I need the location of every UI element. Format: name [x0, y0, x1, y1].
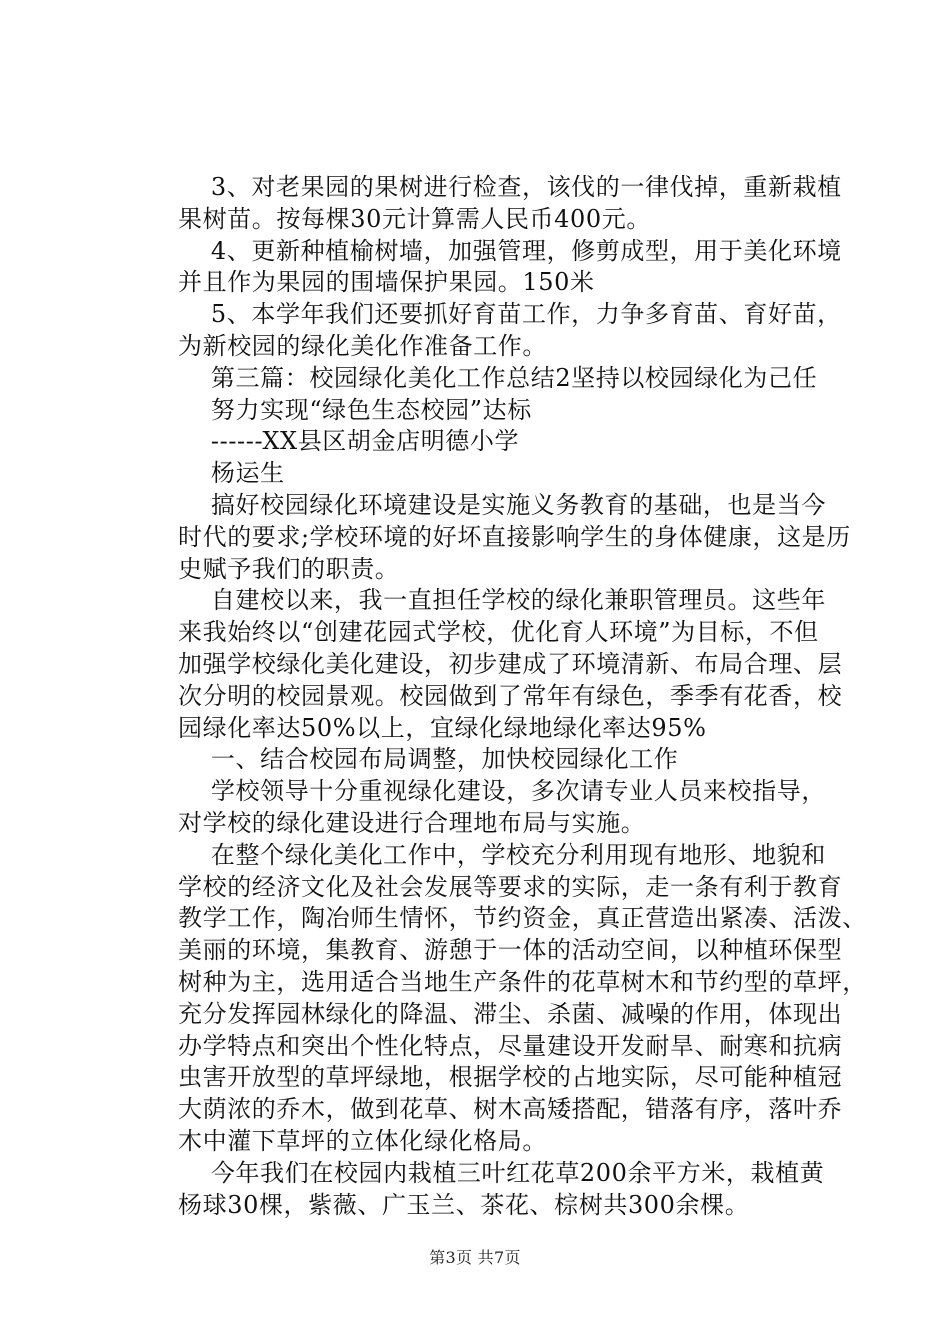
text-line: 果树苗。按每棵30元计算需人民币400元。 — [178, 204, 651, 233]
text-line: 充分发挥园林绿化的降温、滞尘、杀菌、减噪的作用，体现出 — [178, 999, 843, 1028]
body-text — [178, 172, 867, 1221]
text-line: 办学特点和突出个性化特点，尽量建设开发耐旱、耐寒和抗病 — [178, 1031, 843, 1060]
text-line: 并且作为果园的围墙保护果园。150米 — [178, 268, 595, 297]
text-line: 3、对老果园的果树进行检查，该伐的一律伐掉，重新栽植 — [178, 173, 842, 201]
text-line: 教学工作，陶冶师生情怀，节约资金，真正营造出紧凑、活泼、 — [178, 904, 867, 933]
text-line: 杨球30棵，紫薇、广玉兰、茶花、棕树共300余棵。 — [178, 1190, 750, 1219]
text-line: 加强学校绿化美化建设，初步建成了环境清新、布局合理、层 — [178, 649, 843, 678]
text-line: 搞好校园绿化环境建设是实施义务教育的基础，也是当今 — [178, 490, 826, 519]
text-line: 史赋予我们的职责。 — [178, 554, 400, 583]
text-line: 树种为主，选用适合当地生产条件的花草树木和节约型的草坪， — [178, 967, 867, 996]
text-line: 学校的经济文化及社会发展等要求的实际，走一条有利于教育 — [178, 872, 843, 901]
text-line: 大荫浓的乔木，做到花草、树木高矮搭配，错落有序，落叶乔 — [178, 1095, 843, 1124]
text-line: 学校领导十分重视绿化建设，多次请专业人员来校指导， — [178, 777, 826, 806]
text-line: 虫害开放型的草坪绿地，根据学校的占地实际，尽可能种植冠 — [178, 1063, 843, 1092]
page-footer: 第3页 共7页 — [429, 1248, 521, 1267]
text-line: 今年我们在校园内栽植三叶红花草200余平方米，栽植黄 — [178, 1158, 825, 1187]
text-line: 自建校以来，我一直担任学校的绿化兼职管理员。这些年 — [178, 586, 826, 615]
text-line: 4、更新种植榆树墙，加强管理，修剪成型，用于美化环境 — [178, 236, 842, 265]
text-line: 木中灌下草坪的立体化绿化格局。 — [178, 1126, 547, 1155]
text-line: 时代的要求;学校环境的好坏直接影响学生的身体健康，这是历 — [178, 522, 851, 551]
subsection-heading: 一、结合校园布局调整，加快校园绿化工作 — [178, 745, 679, 774]
author-name: 杨运生 — [178, 459, 285, 488]
text-line: 对学校的绿化建设进行合理地布局与实施。 — [178, 808, 646, 837]
text-line: 5、本学年我们还要抓好育苗工作，力争多育苗、育好苗， — [178, 300, 842, 329]
text-line: 次分明的校园景观。校园做到了常年有绿色，季季有花香，校 — [178, 681, 843, 710]
text-line: 美丽的环境，集教育、游憩于一体的活动空间，以种植环保型 — [178, 936, 843, 965]
text-line: 来我始终以“创建花园式学校，优化育人环境”为目标，不但 — [178, 618, 819, 647]
text-line: 为新校园的绿化美化作准备工作。 — [178, 331, 547, 360]
text-line: 在整个绿化美化工作中，学校充分利用现有地形、地貌和 — [178, 840, 826, 869]
document-body — [178, 172, 867, 1221]
author-school: ------XX县区胡金店明德小学 — [178, 427, 520, 456]
section-heading: 努力实现“绿色生态校园”达标 — [178, 395, 532, 424]
text-line: 园绿化率达50%以上，宜绿化绿地绿化率达95% — [178, 713, 707, 742]
section-heading: 第三篇：校园绿化美化工作总结2坚持以校园绿化为己任 — [178, 363, 818, 392]
